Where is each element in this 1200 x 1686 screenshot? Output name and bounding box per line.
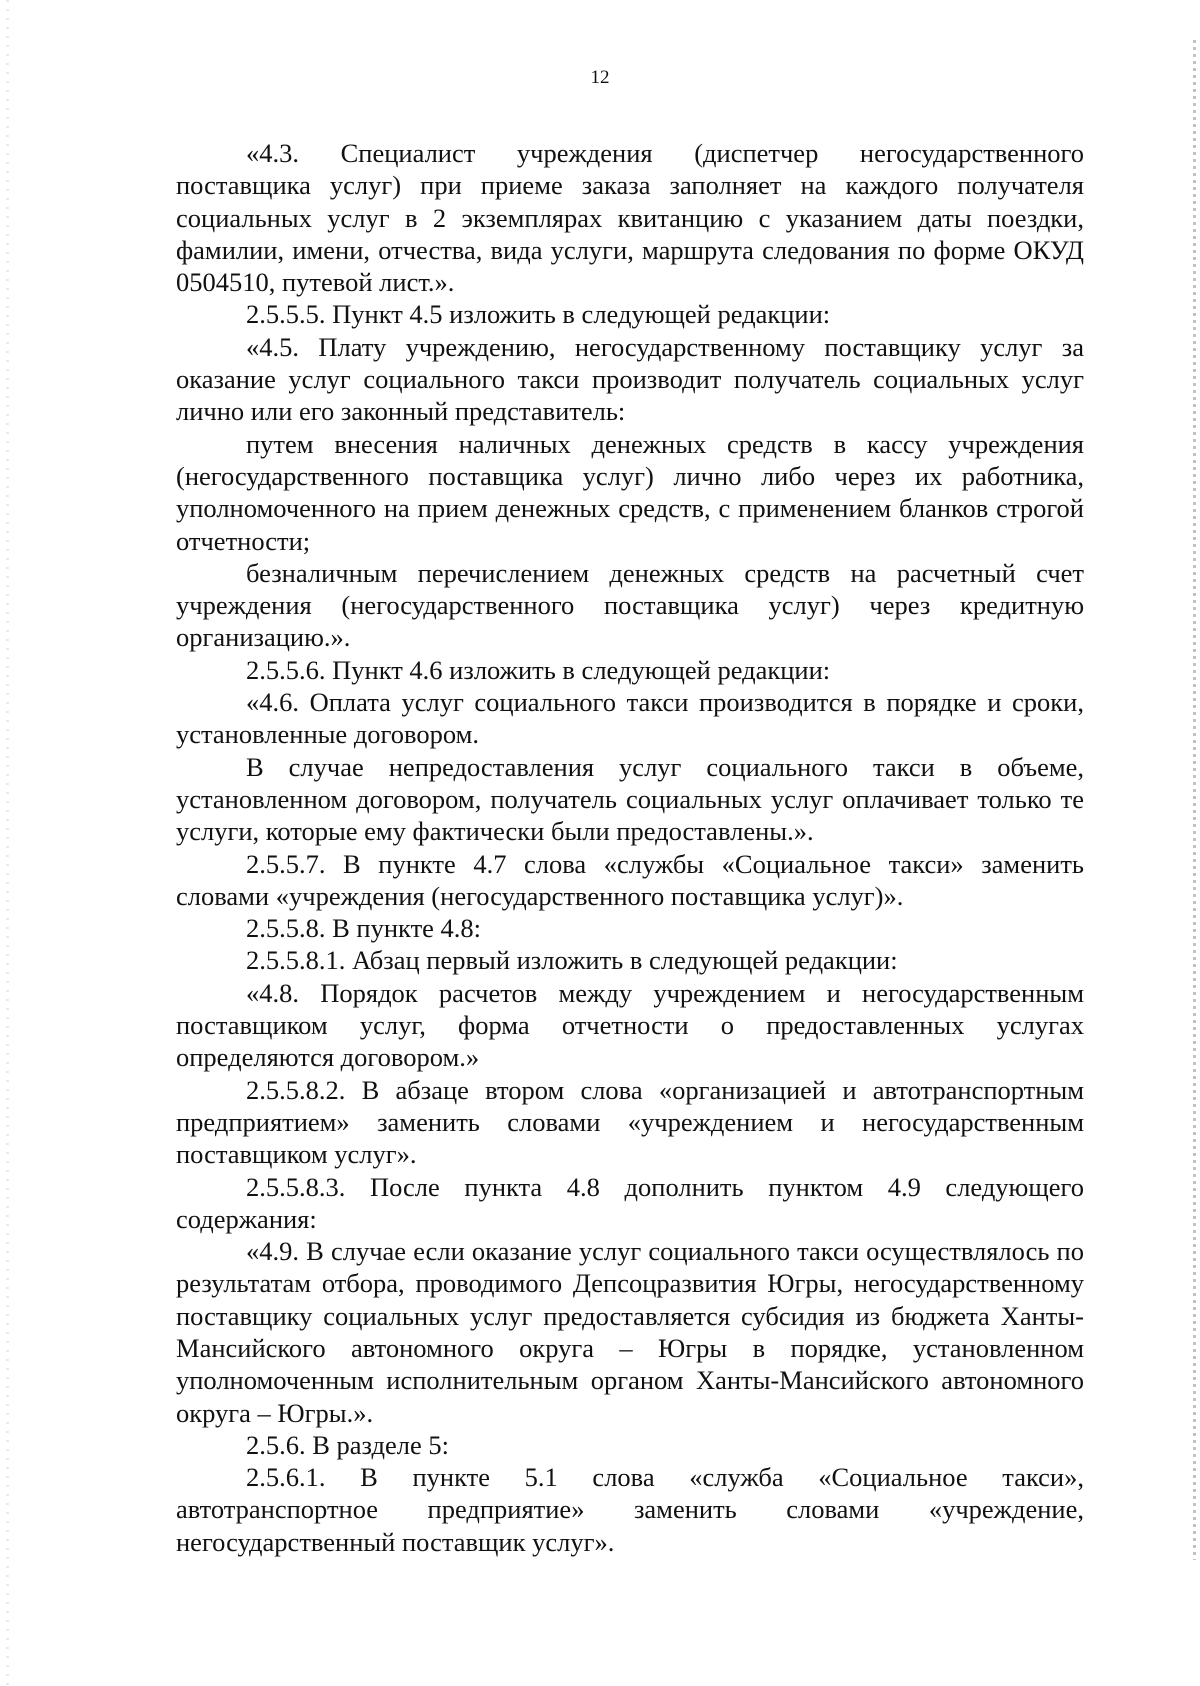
paragraph-2-5-5-7: 2.5.5.7. В пункте 4.7 слова «службы «Социальное такси» заменить словами «учреждения (негосударственного поставщика услуг)». [176, 848, 1084, 911]
paragraph-cash-payment: путем внесения наличных денежных средств в кассу учреждения (негосударственного поставщика услуг) лично либо через их работника, уполномоченного на прием денежных средств, с применением бланков строгой отчетности; [176, 428, 1084, 556]
paragraph-2-5-5-6: 2.5.5.6. Пункт 4.6 изложить в следующей редакции: [246, 654, 831, 685]
paragraph-non-provision: В случае непредоставления услуг социального такси в объеме, установленном договором, получатель социальных услуг оплачивает только те услуги, которые ему фактически были предоставлены.». [176, 751, 1084, 847]
paragraph-2-5-5-5: 2.5.5.5. Пункт 4.5 изложить в следующей редакции: [246, 299, 831, 330]
paragraph-2-5-5-8-2: 2.5.5.8.2. В абзаце втором слова «организацией и автотранспортным предприятием» заменить словами «учреждением и негосударственным поставщиком услуг». [176, 1074, 1084, 1170]
paragraph-2-5-6: 2.5.6. В разделе 5: [246, 1429, 450, 1460]
paragraph-2-5-5-8-3: 2.5.5.8.3. После пункта 4.8 дополнить пунктом 4.9 следующего содержания: [176, 1171, 1084, 1234]
page-number: 12 [590, 67, 610, 88]
scan-edge-left [6, 0, 9, 1686]
document-body [176, 137, 1084, 1558]
paragraph-2-5-5-8: 2.5.5.8. В пункте 4.8: [246, 913, 482, 944]
paragraph-4-8: «4.8. Порядок расчетов между учреждением и негосударственным поставщиком услуг, форма отчетности о предоставленных услугах определяются договором.» [176, 977, 1084, 1073]
scan-edge-right [1193, 40, 1196, 1560]
paragraph-4-9: «4.9. В случае если оказание услуг социального такси осуществлялось по результатам отбора, проводимого Депсоцразвития Югры, негосударственному поставщику социальных услуг предоставляется субсидия из бюджета Ханты-Мансийского автономного округа – Югры в порядке, установленном уполномоченным исполнительным органом Ханты-Мансийского автономного округа – Югры.». [176, 1236, 1084, 1428]
paragraph-4-5: «4.5. Плату учреждению, негосударственному поставщику услуг за оказание услуг социального такси производит получатель социальных услуг лично или его законный представитель: [176, 331, 1084, 427]
paragraph-2-5-5-8-1: 2.5.5.8.1. Абзац первый изложить в следующей редакции: [246, 945, 898, 976]
paragraph-2-5-6-1: 2.5.6.1. В пункте 5.1 слова «служба «Социальное такси», автотранспортное предприятие» заменить словами «учреждение, негосударственный поставщик услуг». [176, 1462, 1084, 1557]
paragraph-4-3: «4.3. Специалист учреждения (диспетчер негосударственного поставщика услуг) при приеме заказа заполняет на каждого получателя социальных услуг в 2 экземплярах квитанцию с указанием даты поездки, фамилии, имени, отчества, вида услуги, маршрута следования по форме ОКУД 0504510, путевой лист.». [176, 138, 1084, 298]
paragraph-cashless-payment: безналичным перечислением денежных средств на расчетный счет учреждения (негосударственного поставщика услуг) через кредитную организацию.». [176, 557, 1084, 653]
paragraph-4-6: «4.6. Оплата услуг социального такси производится в порядке и сроки, установленные договором. [176, 687, 1084, 750]
